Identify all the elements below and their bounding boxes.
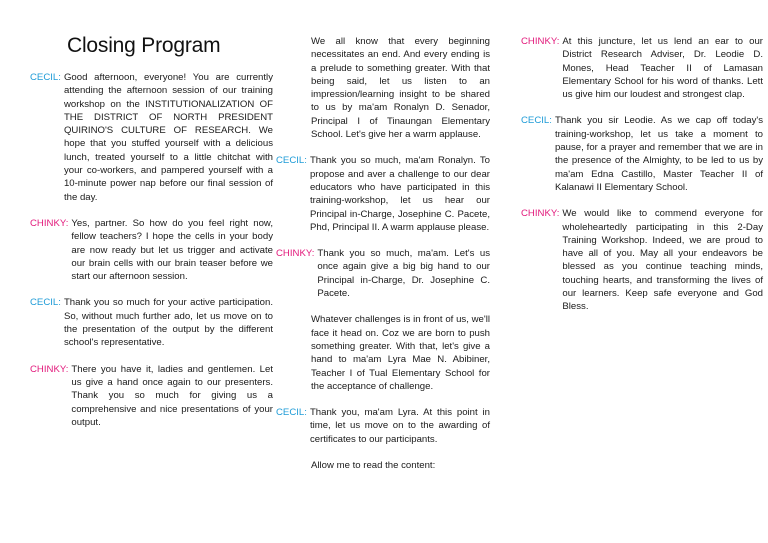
- speaker-label: CECIL:: [276, 155, 307, 167]
- speaker-label: CECIL:: [276, 407, 307, 419]
- speech-text: Yes, partner. So how do you feel right now, fellow teachers? I hope the cells in your body are now ready but let us trigger and activate our brain cells with our brain teaser before we start our afternoon session.: [71, 217, 273, 283]
- script-entry: [30, 296, 273, 349]
- script-entry: [276, 247, 490, 300]
- speech-text: Thank you sir Leodie. As we cap off today's training-workshop, let us take a moment to pause, for a prayer and remember that we are in the presence of the Almighty, to be led to us by ma'am Edna Castillo, Master Teacher II of Kalanawi II Elementary School.: [554, 115, 763, 193]
- speaker-label: CHINKY:: [276, 248, 315, 260]
- speaker-label: CHINKY:: [30, 363, 69, 375]
- speech-paragraph: We all know that every beginning necessitates an end. And every ending is a prelude to something greater. With that being said, let us listen to an impression/learning insight to be shared to us by ma'am Ronalyn D. Senador, Principal I of Tinaungan Elementary School. Let's give her a warm applause.: [311, 36, 490, 141]
- speech-text: Thank you so much, ma'am Ronalyn. To propose and aver a challenge to our dear educators who have participated in this training-workshop, let us hear our Principal in-Charge, Josephine C. Pacete, Phd, Principal II. A warm applause please.: [309, 155, 490, 233]
- speaker-label: CHINKY:: [521, 208, 560, 220]
- script-entry: [276, 406, 490, 446]
- script-entry: [30, 217, 273, 283]
- script-entry: [30, 71, 273, 204]
- speech-paragraph: Allow me to read the content:: [311, 460, 436, 472]
- column-2: [276, 35, 490, 472]
- page-title: Closing Program: [67, 34, 221, 57]
- script-entry: [521, 207, 763, 313]
- script-entry: [521, 35, 763, 101]
- speech-text: We would like to commend everyone for wholeheartedly participating in this 2-Day Training Workshop. Indeed, we are proud to have all of you. May all your endeavors be blessed as you continue teaching minds, touching hearts, and transforming the lives of our learners. Keep safe everyone and God Bless.: [562, 208, 763, 313]
- speaker-label: CHINKY:: [521, 36, 560, 47]
- speech-paragraph: Whatever challenges is in front of us, we'll face it head on. Coz we are born to push something greater. With that, let's give a hand to ma'am Lyra Mae N. Abibiner, Teacher I of Tual Elementary School for the acceptance of challenge.: [311, 314, 490, 392]
- speaker-label: CECIL:: [521, 115, 552, 127]
- speech-text: Good afternoon, everyone! You are currently attending the afternoon session of our training workshop on the INSTITUTIONALIZATION OF THE DISTRICT OF NORTH PRESIDENT QUIRINO'S CULTURE OF RESEARCH. We hope that you stuffed yourself with a delicious lunch, treated yourself to a little chitchat with your co-workers, and pampered yourself with a 10-minute power nap before our final session of the day.: [63, 72, 273, 203]
- column-1: [30, 71, 273, 429]
- speech-text: Thank you, ma'am Lyra. At this point in time, let us move on to the awarding of certificates to our participants.: [309, 407, 490, 445]
- script-entry: [276, 154, 490, 234]
- speech-text: Thank you so much for your active participation. So, without much further ado, let us move on to the presentation of the output by the different school's representative.: [63, 297, 273, 349]
- speech-text: Thank you so much, ma'am. Let's us once again give a big big hand to our Principal in-Charge, Dr. Josephine C. Pacete.: [317, 248, 490, 300]
- script-entry: [521, 114, 763, 194]
- speaker-label: CHINKY:: [30, 217, 69, 229]
- column-3: [521, 35, 763, 314]
- script-entry: [30, 363, 273, 429]
- speech-text: There you have it, ladies and gentlemen. Let us give a hand once again to our presenters. Thank you so much for giving us a comprehensive and nice presentations of your output.: [71, 363, 273, 428]
- speaker-label: CECIL:: [30, 297, 61, 309]
- speaker-label: CECIL:: [30, 72, 61, 83]
- speech-text: At this juncture, let us lend an ear to our District Research Adviser, Dr. Leodie D. Mones, Head Teacher II of Lamasan Elementary School for his word of thanks. Lett us give him our loudest and strongest clap.: [562, 36, 763, 101]
